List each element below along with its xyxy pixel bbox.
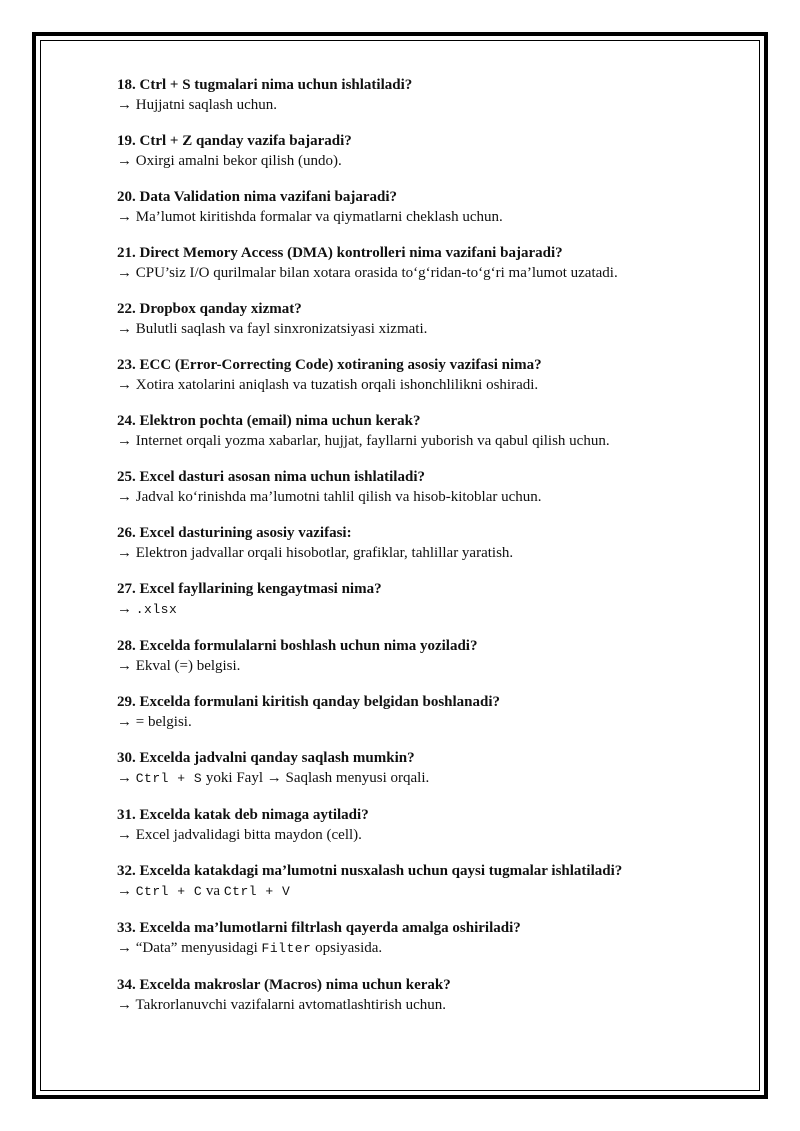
answer-text (117, 712, 737, 732)
answer-segment: → (117, 601, 136, 617)
answer-text (117, 599, 737, 620)
answer-segment: → Ekval (=) belgisi. (117, 658, 241, 674)
qa-item (117, 805, 737, 845)
answer-segment: → (117, 883, 136, 899)
answer-segment: → Jadval ko‘rinishda ma’lumotni tahlil qilish va hisob-kitoblar uchun. (117, 489, 542, 505)
answer-segment: → CPU’siz I/O qurilmalar bilan xotara orasida to‘g‘ridan-to‘g‘ri ma’lumot uzatadi. (117, 265, 618, 281)
question-text: 20. Data Validation nima vazifani bajaradi? (117, 189, 398, 205)
qa-item (117, 918, 737, 959)
answer-text (117, 151, 737, 171)
answer-text (117, 319, 737, 339)
qa-item (117, 636, 737, 676)
qa-item (117, 131, 737, 171)
answer-text (117, 487, 737, 507)
answer-segment: opsiyasida. (311, 940, 383, 956)
qa-item (117, 187, 737, 227)
question-text: 23. ECC (Error-Correcting Code) xotiraning asosiy vazifasi nima? (117, 357, 542, 373)
answer-text (117, 431, 737, 451)
answer-text (117, 656, 737, 676)
answer-code-segment: Ctrl + C (135, 884, 203, 899)
qa-item (117, 243, 737, 283)
answer-code-segment: Filter (261, 941, 312, 956)
answer-segment: → = belgisi. (117, 714, 192, 730)
answer-text (117, 825, 737, 845)
answer-code-segment: Ctrl + V (223, 884, 291, 899)
question-text: 25. Excel dasturi asosan nima uchun ishlatiladi? (117, 469, 425, 485)
qa-list (117, 75, 737, 1031)
qa-item (117, 299, 737, 339)
answer-segment: → “Data” menyusidagi (117, 940, 262, 956)
answer-segment: → Bulutli saqlash va fayl sinxronizatsiyasi xizmati. (117, 321, 428, 337)
qa-item (117, 523, 737, 563)
question-text: 19. Ctrl + Z qanday vazifa bajaradi? (117, 133, 352, 149)
answer-segment: → Hujjatni saqlash uchun. (117, 97, 277, 113)
answer-segment: → Ma’lumot kiritishda formalar va qiymatlarni cheklash uchun. (117, 209, 503, 225)
question-text: 24. Elektron pochta (email) nima uchun kerak? (117, 413, 421, 429)
answer-segment: → Oxirgi amalni bekor qilish (undo). (117, 153, 342, 169)
answer-text (117, 263, 737, 283)
qa-item (117, 975, 737, 1015)
question-text: 34. Excelda makroslar (Macros) nima uchun kerak? (117, 977, 451, 993)
answer-segment: → Xotira xatolarini aniqlash va tuzatish orqali ishonchlilikni oshiradi. (117, 377, 539, 393)
question-text: 30. Excelda jadvalni qanday saqlash mumkin? (117, 750, 415, 766)
answer-segment: va (202, 883, 224, 899)
question-text: 22. Dropbox qanday xizmat? (117, 301, 302, 317)
answer-segment: → Excel jadvalidagi bitta maydon (cell). (117, 827, 362, 843)
answer-segment: → (117, 770, 136, 786)
question-text: 31. Excelda katak deb nimaga aytiladi? (117, 807, 369, 823)
answer-text (117, 768, 737, 789)
answer-text (117, 995, 737, 1015)
question-text: 21. Direct Memory Access (DMA) kontrolleri nima vazifani bajaradi? (117, 245, 563, 261)
question-text: 28. Excelda formulalarni boshlash uchun nima yoziladi? (117, 638, 478, 654)
qa-item (117, 861, 737, 902)
answer-text (117, 543, 737, 563)
qa-item (117, 411, 737, 451)
answer-text (117, 375, 737, 395)
question-text: 26. Excel dasturining asosiy vazifasi: (117, 525, 352, 541)
answer-code-segment: .xlsx (135, 602, 178, 617)
question-text: 33. Excelda ma’lumotlarni filtrlash qayerda amalga oshiriladi? (117, 920, 521, 936)
qa-item (117, 355, 737, 395)
answer-text (117, 881, 737, 902)
qa-item (117, 579, 737, 620)
answer-segment: yoki Fayl → Saqlash menyusi orqali. (202, 770, 430, 786)
answer-text (117, 938, 737, 959)
question-text: 32. Excelda katakdagi ma’lumotni nusxalash uchun qaysi tugmalar ishlatiladi? (117, 863, 623, 879)
answer-text (117, 95, 737, 115)
answer-segment: → Elektron jadvallar orqali hisobotlar, grafiklar, tahlillar yaratish. (117, 545, 514, 561)
answer-code-segment: Ctrl + S (135, 771, 203, 786)
question-text: 29. Excelda formulani kiritish qanday belgidan boshlanadi? (117, 694, 501, 710)
qa-item (117, 748, 737, 789)
answer-segment: → Takrorlanuvchi vazifalarni avtomatlashtirish uchun. (117, 997, 446, 1013)
question-text: 18. Ctrl + S tugmalari nima uchun ishlatiladi? (117, 77, 413, 93)
qa-item (117, 75, 737, 115)
qa-item (117, 467, 737, 507)
qa-item (117, 692, 737, 732)
question-text: 27. Excel fayllarining kengaytmasi nima? (117, 581, 382, 597)
answer-text (117, 207, 737, 227)
answer-segment: → Internet orqali yozma xabarlar, hujjat, fayllarni yuborish va qabul qilish uchun. (117, 433, 610, 449)
